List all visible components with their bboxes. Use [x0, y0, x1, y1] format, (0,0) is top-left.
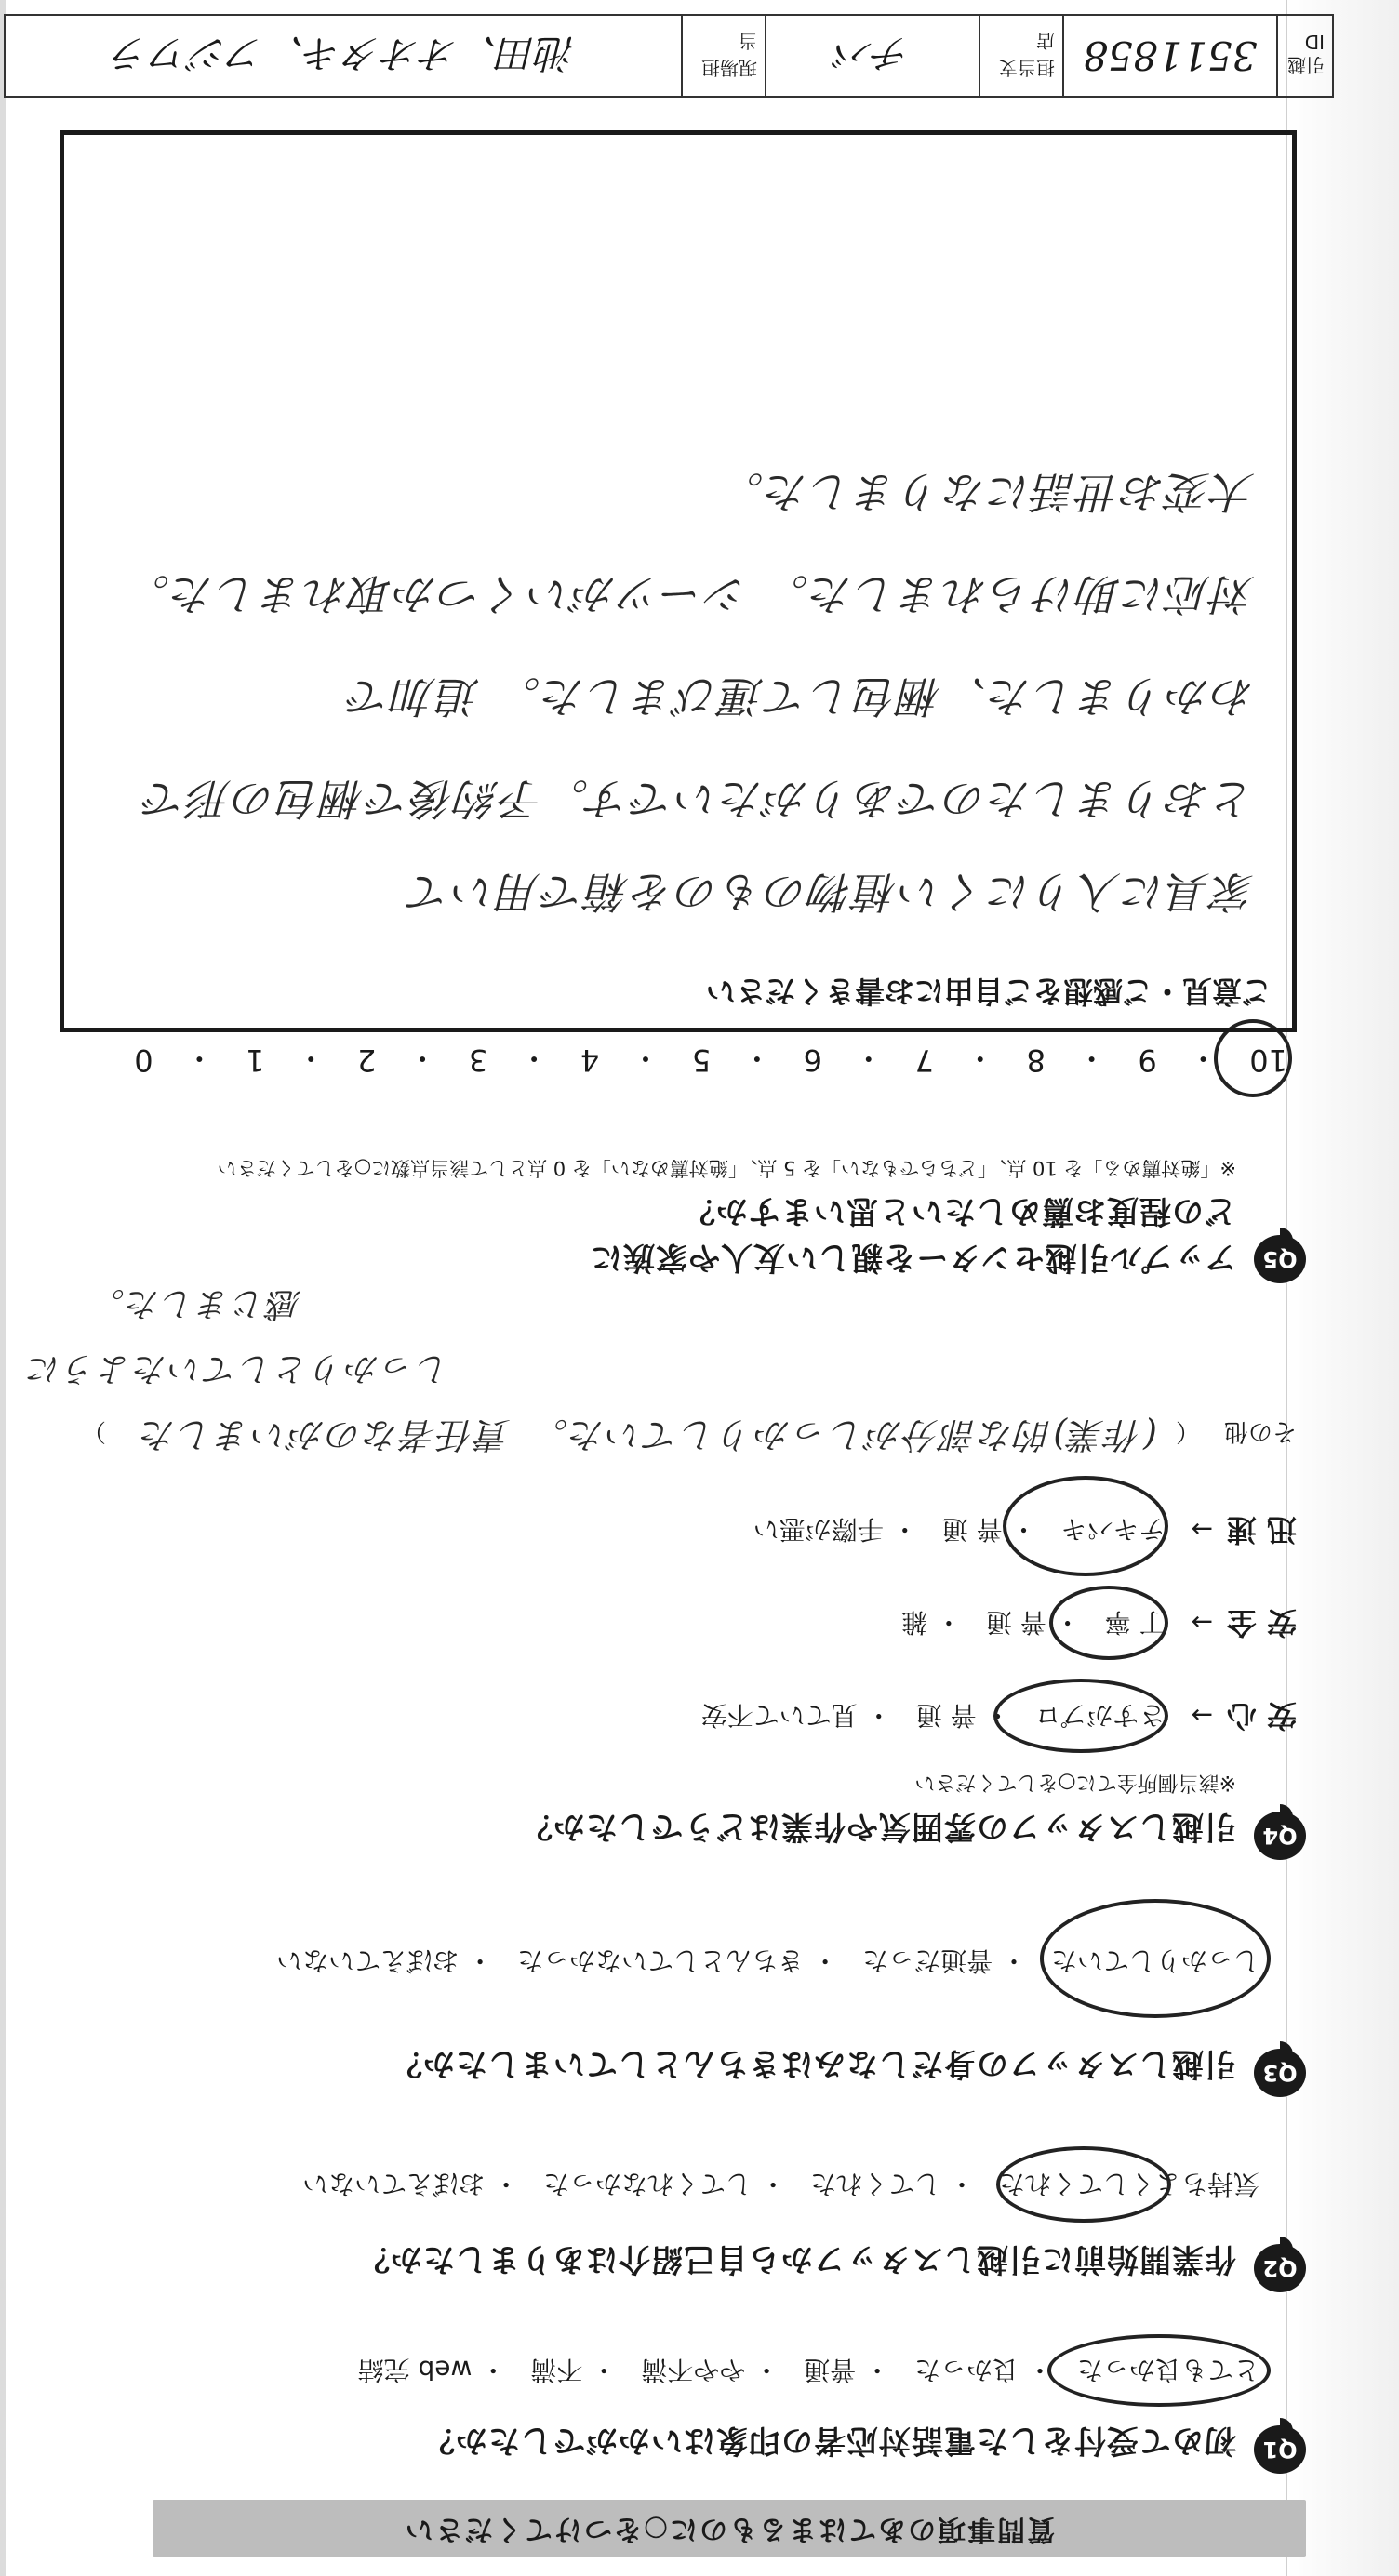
- q5-score[interactable]: 0: [134, 1042, 153, 1078]
- q2-option[interactable]: 気持ちよくしてくれた: [998, 2169, 1259, 2199]
- q4-row-label: 安 心: [1226, 1698, 1297, 1733]
- comment-line: とおりましたのでありがたいです。予約後で梱包の形で: [141, 774, 1255, 824]
- instruction-header: 質問事項のあてはまるものに○をつけてください: [153, 2500, 1306, 2557]
- leader-value: 池田、オオタキ、フジワラ: [111, 31, 576, 76]
- q3-options: しっかりしていた・ 普通だった・ きちんとしていなかった・ おぼえていない: [276, 1945, 1259, 1976]
- q4-option[interactable]: 雑: [900, 1607, 927, 1638]
- leader-value-cell: [6, 16, 681, 96]
- leader-label: 現場担当: [701, 30, 757, 79]
- q4-question: 引越しスタッフの雰囲気や作業はどうでしたか？: [520, 1808, 1236, 1845]
- q4-anshin-circle: [993, 1679, 1168, 1753]
- q2-option[interactable]: してくれなかった: [543, 2169, 753, 2199]
- q4-other-label: その他（: [1175, 1417, 1297, 1445]
- q4-badge: Q4: [1254, 1812, 1306, 1860]
- branch-value: チバ: [834, 31, 911, 76]
- branch-label: 担当支店: [999, 30, 1055, 79]
- q4-option[interactable]: 普 通: [941, 1514, 1003, 1545]
- q5-question-line1: アップル引越センターを親しい友人や家族に: [590, 1239, 1236, 1276]
- q4-row-label: 迅 速: [1226, 1512, 1297, 1547]
- q2-badge: Q2: [1254, 2244, 1306, 2292]
- q5-badge: Q5: [1254, 1235, 1306, 1283]
- q1-option[interactable]: やや不満: [641, 2355, 746, 2385]
- q4-anzen-circle: [1049, 1586, 1168, 1660]
- q5-score[interactable]: 8: [1026, 1042, 1046, 1078]
- id-label: 引越 ID: [1287, 31, 1325, 77]
- q4-jinsoku-circle: [1003, 1476, 1168, 1576]
- q5-score[interactable]: 9: [1138, 1042, 1157, 1078]
- q1-option[interactable]: 不満: [530, 2355, 583, 2385]
- q4-other-answer: (作業)的な部分がしっかりしていた。 責任者なのがいました: [139, 1414, 1157, 1455]
- q4-row-label: 安 全: [1226, 1605, 1297, 1640]
- q5-score[interactable]: 3: [468, 1042, 488, 1078]
- q4-other-answer-cont: しっかりとしていたように: [25, 1349, 450, 1388]
- q4-option[interactable]: 手際が悪い: [753, 1514, 884, 1545]
- paper-fold: [1286, 0, 1399, 2576]
- comment-line: 大変お世話になりました。: [719, 467, 1255, 517]
- q4-other-close: ）: [81, 1417, 106, 1445]
- q5-note: ※「絶対薦める」を 10 点、「どちらでもない」を 5 点、「絶対薦めない」を 0 点として該当点数に○をしてください: [217, 1157, 1236, 1179]
- q1-option[interactable]: とても良かった: [1076, 2355, 1259, 2385]
- q1-badge: Q1: [1254, 2425, 1306, 2474]
- q5-score[interactable]: 10: [1249, 1042, 1287, 1078]
- comment-line: 対応に助けられました。 シーツがいくつか取れました。: [125, 569, 1255, 619]
- paper-edge: [0, 0, 6, 2576]
- q3-answer-circle: [1040, 1899, 1271, 2018]
- q3-badge: Q3: [1254, 2049, 1306, 2097]
- q4-row-jinsoku: → テキパキ・ 普 通・ 手際が悪い: [753, 1514, 1213, 1545]
- q4-option[interactable]: 普 通: [985, 1607, 1046, 1638]
- q1-answer-circle: [1047, 2334, 1271, 2407]
- q4-option[interactable]: 見ていて不安: [700, 1700, 858, 1731]
- leader-label-cell: [681, 16, 765, 96]
- q1-option[interactable]: web 完結: [357, 2355, 473, 2385]
- q1-option[interactable]: 普通: [804, 2355, 857, 2385]
- id-table: [4, 14, 1334, 98]
- q3-option[interactable]: しっかりしていた: [1050, 1945, 1259, 1976]
- q5-score[interactable]: 2: [357, 1042, 377, 1078]
- id-value: 3511858: [1083, 33, 1258, 79]
- comment-line: 家具に入りにくい植物のものを箱で用いて: [406, 867, 1255, 917]
- comment-title: ご意見・ご感想をご自由にお書きください: [705, 974, 1272, 1009]
- id-value-cell: [1062, 16, 1276, 96]
- q1-options: とても良かった・ 良かった・ 普通・ やや不満・ 不満・ web 完結: [357, 2355, 1259, 2385]
- comment-box[interactable]: [60, 130, 1297, 1032]
- id-label-cell: [1276, 16, 1332, 96]
- q4-option[interactable]: 丁 寧: [1104, 1607, 1166, 1638]
- q4-other-answer-cont: 感じました。: [88, 1284, 301, 1322]
- q1-option[interactable]: 良かった: [914, 2355, 1019, 2385]
- q3-option[interactable]: おぼえていない: [276, 1945, 460, 1976]
- q4-option[interactable]: テキパキ: [1060, 1514, 1166, 1545]
- q5-question-line2: どの程度お薦めしたいと思いますか？: [683, 1192, 1236, 1229]
- q5-score[interactable]: 5: [691, 1042, 712, 1078]
- q3-question: 引越しスタッフの身だしなみはきちんとしていましたか？: [390, 2045, 1236, 2082]
- q2-options: 気持ちよくしてくれた・ してくれた・ してくれなかった・ おぼえていない: [302, 2169, 1259, 2199]
- branch-value-cell: [765, 16, 979, 96]
- q4-row-anzen: → 丁 寧・ 普 通・ 雑: [900, 1607, 1213, 1638]
- q2-question: 作業開始前に引越しスタッフから自己紹介はありましたか？: [357, 2240, 1236, 2277]
- q2-answer-circle: [996, 2146, 1171, 2223]
- comment-line: わかりました、梱包して運びました。 追加で: [346, 671, 1255, 722]
- q5-score[interactable]: 6: [803, 1042, 823, 1078]
- q4-note: ※該当個所全てに○をしてください: [914, 1771, 1236, 1794]
- q2-option[interactable]: してくれた: [810, 2169, 941, 2199]
- q5-score[interactable]: 7: [914, 1042, 934, 1078]
- q3-option[interactable]: 普通だった: [862, 1945, 993, 1976]
- q1-question: 初めて受付をした電話対応者の印象はいかがでしたか？: [422, 2422, 1236, 2459]
- q2-option[interactable]: おぼえていない: [302, 2169, 486, 2199]
- branch-label-cell: [979, 16, 1062, 96]
- q5-score-scale: 10 ・ 9 ・ 8 ・ 7 ・ 6 ・ 5 ・ 4 ・ 3 ・ 2 ・ 1 ・ 0: [134, 1041, 1287, 1078]
- q5-score[interactable]: 1: [246, 1042, 265, 1078]
- q5-score[interactable]: 4: [580, 1042, 600, 1078]
- q4-option[interactable]: 普 通: [915, 1700, 977, 1731]
- q3-option[interactable]: きちんとしていなかった: [517, 1945, 805, 1976]
- q4-option[interactable]: さすがプロ: [1034, 1700, 1166, 1731]
- q4-row-anshin: → さすがプロ・ 普 通・ 見ていて不安: [700, 1700, 1213, 1731]
